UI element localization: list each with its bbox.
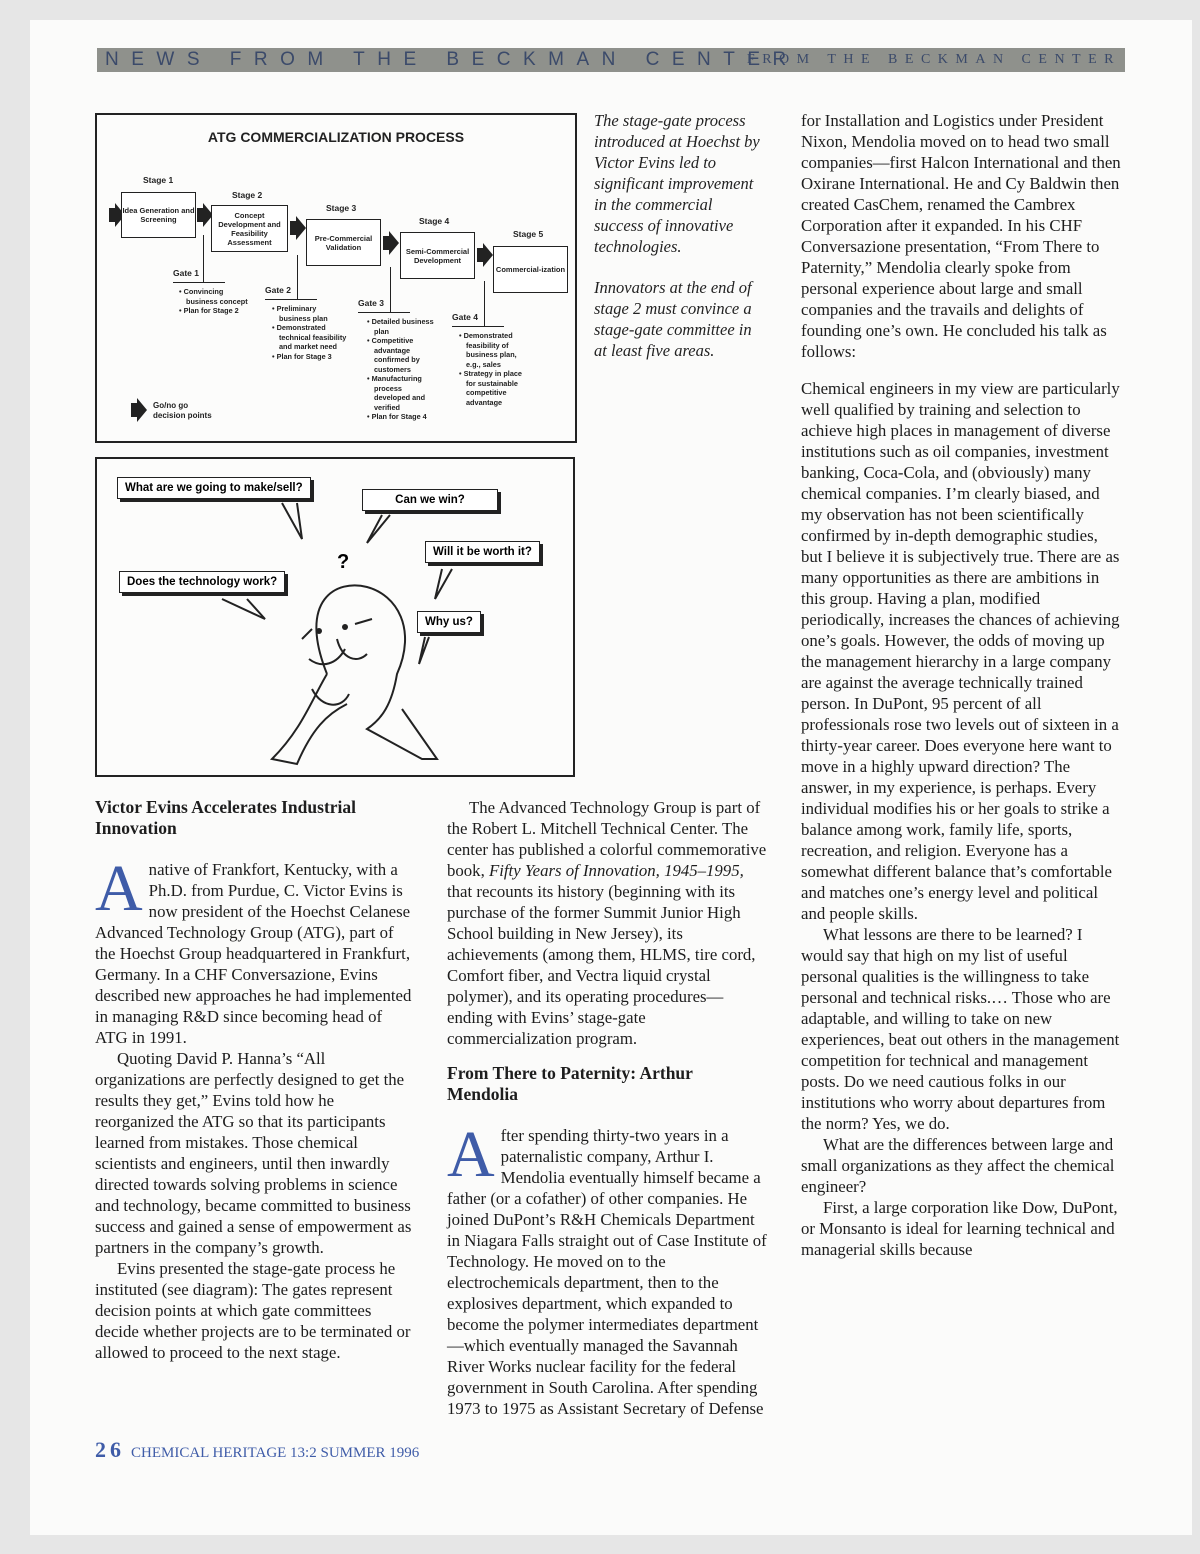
quote-paragraph: What lessons are there to be learned? I would say that high on my list of useful personal qualities is the willingness to take personal and technical risks.… Those who are adaptable, and willing to take on new experiences, beat out others in the management competition for technical and management posts. Do we need cautious folks in our institutions who worry about departures from the norm? Yes, we do. bbox=[801, 925, 1120, 1133]
paragraph: fter spending thirty-two years in a paternalistic company, Arthur I. Mendolia eventually himself became a father (or a cofather) of other companies. He joined DuPont’s R&H Chemicals Department in Niagara Falls straight out of Case Institute of Technology. He moved on to the electrochemicals department, then to the explosives department, which expanded to become the polymer intermediates department—which eventually managed the Savannah River Works nuclear facility for the federal government in South Carolina. After spending 1973 to 1975 as Assistant Secretary of Defense bbox=[447, 1126, 767, 1418]
stage-label: Stage 5 bbox=[513, 229, 544, 239]
article-title: From There to Paternity: Arthur Mendolia bbox=[447, 1063, 693, 1104]
quote-paragraph: Chemical engineers in my view are particularly well qualified by training and selection to achieve high places in management of diverse institutions such as oil companies, investment banking, Coca-Cola, and (obviously) many chemical companies. I’m clearly biased, and my observation has not been scientifically confirmed by in-depth demographic studies, but I believe it is subjectively true. There are as many opportunities as there are ambitions in this group. Having a plan, modified periodically, increases the chances of achieving one’s goals. However, the odds of moving up the management hierarchy in a large company are against the average technically trained person. In DuPont, 95 percent of all professionals rose two levels out of sixteen in a thirty-year career. Does everyone here want to move in a highly upward direction? The answer, in my experience, is perhaps. Every individual modifies his or her goals to strike a balance among work, family life, sports, recreation, and religion. Everyone has a somewhat different balance that’s comfortable and matches one’s energy level and political and people skills. bbox=[801, 379, 1120, 923]
header-right-text: FROM THE BECKMAN CENTER bbox=[746, 52, 1121, 67]
quote-paragraph: What are the differences between large and small organizations as they affect the chemical engineer? bbox=[801, 1135, 1115, 1196]
article-title: Victor Evins Accelerates Industrial Innovation bbox=[95, 797, 357, 838]
stage-box: Pre-Commercial Validation bbox=[306, 219, 381, 266]
atg-process-diagram bbox=[95, 113, 577, 443]
diagram-title: ATG COMMERCIALIZATION PROCESS bbox=[207, 129, 465, 145]
caption-text: Innovators at the end of stage 2 must convince a stage-gate committee in at least five areas. bbox=[594, 278, 752, 360]
drop-cap: A bbox=[95, 852, 143, 925]
column-left bbox=[95, 797, 417, 1363]
gate-3-criteria: • Detailed business plan • Competitive advantage confirmed by customers • Manufacturing process developed and verified • Plan for Stage 4 bbox=[367, 317, 439, 422]
page-footer bbox=[95, 1437, 419, 1463]
paragraph: Evins presented the stage-gate process he instituted (see diagram): The gates represent decision points at which gate committees decide whether projects are to be terminated or allowed to proceed to the next stage. bbox=[95, 1259, 411, 1362]
stage-label: Stage 1 bbox=[143, 175, 174, 185]
paragraph: The Advanced Technology Group is part of the Robert L. Mitchell Technical Center. The center has published a colorful commemorative book, Fifty Years of Innovation, 1945–1995, that recounts its history (beginning with its purchase of the former Summit Junior High School building in New Jersey), its achievements (among them, HLMS, tire cord, Comfort fiber, and Vectra liquid crystal polymer), and its operating procedures—ending with Evins’ stage-gate commercialization program. bbox=[447, 798, 767, 1048]
gate-label: Gate 2 bbox=[265, 285, 291, 295]
stage-box: Idea Generation and Screening bbox=[121, 192, 196, 238]
speech-bubble: Does the technology work? bbox=[119, 571, 285, 593]
gate-arrow-icon bbox=[483, 243, 493, 267]
question-mark: ? bbox=[337, 551, 350, 573]
stage-label: Stage 4 bbox=[419, 216, 450, 226]
stage-label: Stage 3 bbox=[326, 203, 357, 213]
paragraph: native of Frankfort, Kentucky, with a Ph.D. from Purdue, C. Victor Evins is now president of the Hoechst Celanese Advanced Technology Group (ATG), part of the Hoechst Group headquartered in Frankfurt, Germany. In a CHF Conversazione, Evins described new approaches he had implemented in managing R&D since becoming head of ATG in 1991. bbox=[95, 860, 412, 1047]
paragraph: Quoting David P. Hanna’s “All organizations are perfectly designed to get the results they get,” Evins told how he reorganized the ATG so that its participants learned from mistakes. Those chemical scientists and engineers, until then inwardly directed towards solving problems in science and technology, became committed to business success and gained a sense of empowerment as partners in the company’s growth. bbox=[95, 1049, 412, 1257]
stage-label: Stage 2 bbox=[232, 190, 263, 200]
column-right bbox=[801, 110, 1123, 1260]
speech-bubble: Why us? bbox=[417, 611, 481, 633]
diagram-caption bbox=[594, 110, 766, 381]
gate-1-criteria: • Convincing business concept • Plan for Stage 2 bbox=[179, 287, 249, 316]
speech-bubble: What are we going to make/sell? bbox=[117, 477, 311, 499]
quote-paragraph: First, a large corporation like Dow, DuPont, or Monsanto is ideal for learning technical and managerial skills because bbox=[801, 1198, 1118, 1259]
speech-bubble: Will it be worth it? bbox=[425, 541, 540, 563]
book-title: Fifty Years of Innovation, 1945–1995, bbox=[488, 861, 744, 880]
gate-4-criteria: • Demonstrated feasibility of business plan, e.g., sales • Strategy in place for sustainable competitive advantage bbox=[459, 331, 531, 407]
header-left-text: NEWS FROM THE BECKMAN CENTER bbox=[105, 49, 799, 70]
legend-label: Go/no go decision points bbox=[153, 401, 212, 420]
speech-bubble: Can we win? bbox=[362, 489, 498, 511]
stage-box: Semi-Commercial Development bbox=[400, 232, 475, 279]
stage-box: Commercial-ization bbox=[493, 246, 568, 293]
publication-info: CHEMICAL HERITAGE 13:2 SUMMER 1996 bbox=[131, 1445, 420, 1461]
gate-arrow-icon bbox=[296, 216, 306, 240]
gate-label: Gate 3 bbox=[358, 298, 384, 308]
paragraph-continued: for Installation and Logistics under President Nixon, Mendolia moved on to head two small companies—first Halcon International and then Oxirane International. He and Cy Baldwin then created CasChem, renamed the Cambrex Corporation after it expanded. In his CHF Conversazione presentation, “From There to Paternity,” Mendolia clearly spoke from personal experience about large and small companies and the travails and delights of founding one’s own. He concluded his talk as follows: bbox=[801, 111, 1121, 361]
gate-label: Gate 4 bbox=[452, 312, 478, 322]
drop-cap: A bbox=[447, 1118, 495, 1191]
cartoon-illustration bbox=[95, 457, 575, 777]
column-middle bbox=[447, 797, 767, 1419]
thinking-man-drawing bbox=[97, 459, 573, 775]
caption-text: The stage-gate process introduced at Hoechst by Victor Evins led to significant improvement in the commercial success of innovative technologies. bbox=[594, 111, 760, 256]
stage-box: Concept Development and Feasibility Assessment bbox=[211, 205, 288, 252]
go-no-go-arrow-icon bbox=[137, 398, 147, 422]
gate-2-criteria: • Preliminary business plan • Demonstrated technical feasibility and market need • Plan for Stage 3 bbox=[272, 304, 347, 361]
section-header-bar bbox=[97, 48, 1125, 72]
page-number: 26 bbox=[95, 1437, 125, 1462]
gate-label: Gate 1 bbox=[173, 268, 199, 278]
gate-arrow-icon bbox=[389, 231, 399, 255]
